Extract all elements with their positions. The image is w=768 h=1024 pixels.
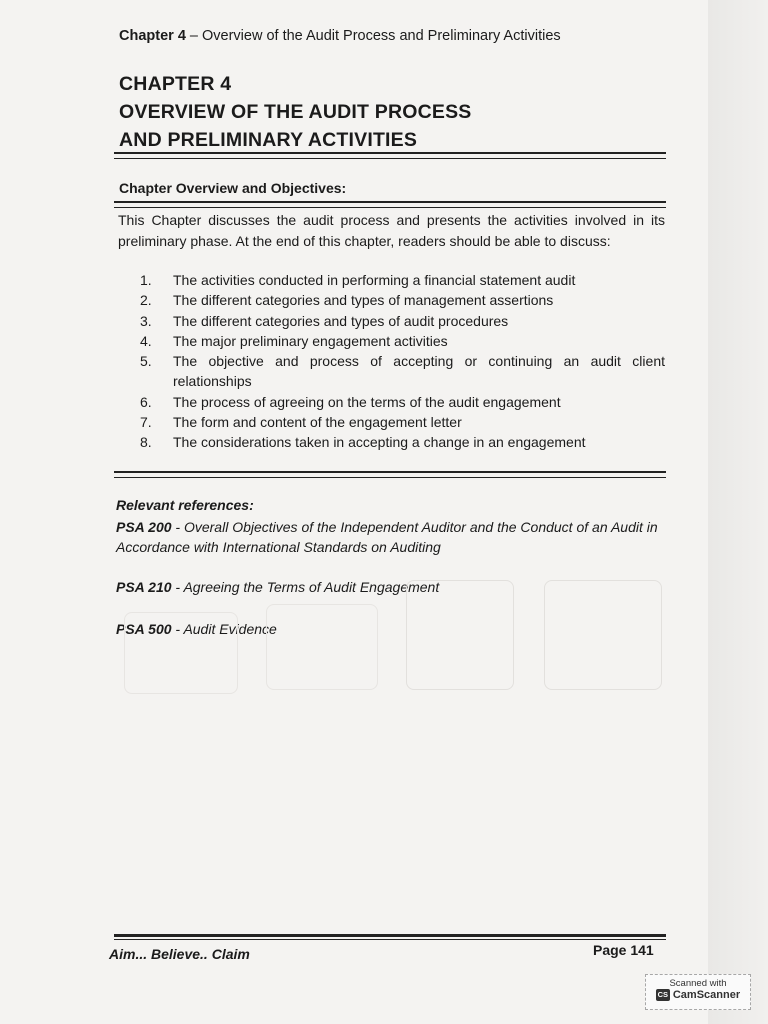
overview-divider (114, 201, 666, 208)
reference-code: PSA 210 (116, 579, 172, 595)
reference-psa-200 (116, 517, 668, 557)
objective-item (140, 331, 665, 351)
objective-item (140, 311, 665, 331)
running-header-chapter: Chapter 4 (119, 28, 186, 44)
reference-text: - Agreeing the Terms of Audit Engagement (171, 579, 440, 595)
footer-rule (114, 934, 666, 937)
running-header-title: – Overview of the Audit Process and Preliminary Activities (185, 28, 561, 44)
watermark-brand-name: CamScanner (672, 989, 741, 1001)
objective-text: The form and content of the engagement letter (173, 414, 462, 431)
objective-number: 7. (140, 414, 152, 431)
objective-number: 3. (140, 312, 152, 329)
references-heading: Relevant references: (116, 497, 254, 513)
objective-item (140, 412, 665, 432)
bleed-through-box (544, 580, 662, 690)
objective-number: 1. (140, 272, 152, 288)
objectives-divider (114, 471, 666, 478)
objective-number: 5. (140, 353, 152, 370)
watermark-brand (646, 989, 750, 1001)
bleed-through-box (124, 612, 238, 694)
objective-item (140, 351, 665, 392)
overview-intro: This Chapter discusses the audit process and presents the activities involved in its preliminary phase. At the end of this chapter, readers should be able to discuss: (118, 212, 665, 249)
running-header (119, 28, 561, 44)
reference-code: PSA 500 (116, 621, 172, 637)
chapter-title-line-3: AND PRELIMINARY ACTIVITIES (119, 129, 418, 151)
reference-text: - Overall Objectives of the Independent Auditor and the Conduct of an Audit in Accordance with International Standards on Auditing (116, 519, 658, 555)
objective-item (140, 270, 665, 290)
overview-heading: Chapter Overview and Objectives: (119, 180, 347, 196)
watermark-caption: Scanned with (669, 978, 727, 989)
camscanner-watermark (645, 974, 751, 1010)
reference-code: PSA 200 (116, 519, 172, 535)
objective-text: The process of agreeing on the terms of the audit engagement (173, 393, 561, 410)
bleed-through-box (266, 604, 378, 690)
objective-number: 4. (140, 332, 152, 349)
bleed-through-box (406, 580, 514, 690)
title-divider (114, 152, 666, 159)
footer-motto: Aim... Believe.. Claim (109, 946, 250, 962)
objective-text: The considerations taken in accepting a change in an engagement (173, 434, 586, 451)
objective-number: 6. (140, 393, 152, 410)
objective-item (140, 432, 665, 452)
chapter-title-line-1: CHAPTER 4 (119, 73, 232, 95)
chapter-title (119, 70, 679, 154)
page-edge-shadow (708, 0, 768, 1024)
objective-text: The different categories and types of management assertions (173, 292, 554, 309)
objective-text: The activities conducted in performing a financial statement audit (173, 272, 576, 288)
objective-text: The major preliminary engagement activities (173, 332, 448, 349)
page-number: Page 141 (593, 942, 654, 958)
objective-text: The objective and process of accepting or continuing an audit client relationships (173, 353, 665, 390)
camscanner-logo-icon: CS (657, 990, 669, 999)
objective-number: 2. (140, 292, 152, 309)
objective-item (140, 290, 665, 310)
footer-rule-thin (114, 939, 666, 940)
objective-number: 8. (140, 434, 152, 451)
chapter-title-line-2: OVERVIEW OF THE AUDIT PROCESS (119, 101, 472, 123)
objective-item (140, 392, 665, 412)
objectives-list (140, 270, 665, 453)
reference-text: - Audit Evidence (171, 621, 277, 637)
objective-text: The different categories and types of audit procedures (173, 312, 509, 329)
